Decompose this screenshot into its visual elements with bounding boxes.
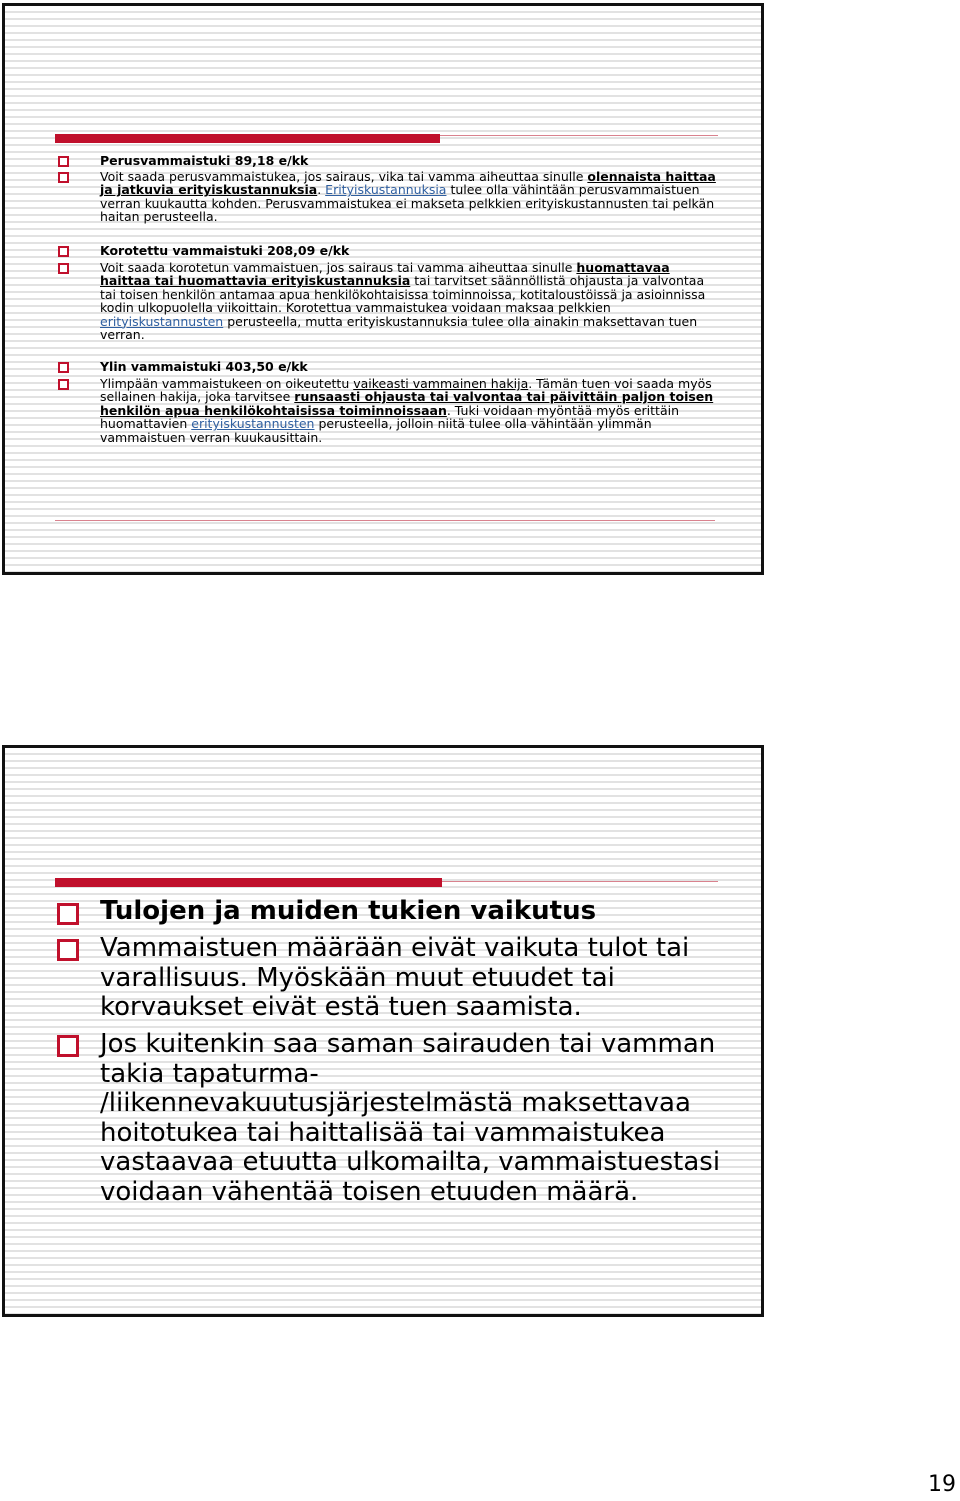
- paragraph-ylin-vammaistuki: Ylimpään vammaistukeen on oikeutettu vaikeasti vammainen hakija. Tämän tuen voi saada myös sellainen hakija, joka tarvitsee runsaasti ohjausta tai valvontaa tai päivittäin paljon toisen henkilön apua henkilökohtaisissa toiminnoissaan. Tuki voidaan myöntää myös erittäin huomattavien erityiskustannusten perusteella, jolloin niitä tulee olla vähintään ylimmän vammaistuen verran kuukausittain.: [100, 376, 714, 445]
- square-bullet-icon: [58, 263, 69, 274]
- heading-ylin-vammaistuki: Ylin vammaistuki 403,50 e/kk: [100, 359, 308, 374]
- square-bullet-icon: [58, 362, 69, 373]
- paragraph-vahentaminen: Jos kuitenkin saa saman sairauden tai vamman takia tapaturma- /liikennevakuutusjärjestelmästä maksettavaa hoitotukea tai haittalisää tai vammaistukea vastaavaa etuutta ulkomailta, vammaistuestasi voidaan vähentää toisen etuuden määrä.: [100, 1029, 721, 1207]
- link-erityiskustannusten[interactable]: erityiskustannusten: [100, 313, 224, 329]
- title-accent-line: [440, 135, 718, 136]
- title-accent-bar: [55, 878, 442, 887]
- heading-tulojen-vaikutus: Tulojen ja muiden tukien vaikutus: [100, 896, 597, 926]
- title-accent-line: [442, 881, 718, 882]
- link-erityiskustannuksia[interactable]: Erityiskustannuksia: [325, 182, 447, 198]
- square-bullet-icon: [58, 172, 69, 183]
- page-number: 19: [928, 1472, 956, 1497]
- square-bullet-icon: [57, 1035, 79, 1057]
- title-accent-bar: [55, 134, 440, 143]
- square-bullet-icon: [57, 903, 79, 925]
- paragraph-korotettu-vammaistuki: Voit saada korotetun vammaistuen, jos sairaus tai vamma aiheuttaa sinulle huomattavaa haittaa tai huomattavia erityiskustannuksia tai tarvitset säännöllistä ohjausta ja valvontaa tai toisen henkilön antamaa apua henkilökohtaisissa toiminnoissa, kotitaloustöissä ja asioinnissa kodin ulkopuolella viikoittain. Korotettua vammaistukea voidaan maksaa pelkkien erityiskustannusten perusteella, mutta erityiskustannuksia tulee olla ainakin maksettavan tuen verran.: [100, 260, 706, 343]
- paragraph-perusvammaistuki: Voit saada perusvammaistukea, jos sairaus, vika tai vamma aiheuttaa sinulle olennaista haittaa ja jatkuvia erityiskustannuksia. Erityiskustannuksia tulee olla vähintään perusvammaistuen verran kuukautta kohden. Perusvammaistukea ei makseta pelkkien erityiskustannusten tai pelkän haitan perusteella.: [100, 169, 716, 225]
- heading-perusvammaistuki: Perusvammaistuki 89,18 e/kk: [100, 153, 309, 168]
- footer-accent-line: [55, 520, 715, 521]
- link-erityiskustannusten[interactable]: erityiskustannusten: [191, 416, 315, 432]
- slide-2: [2, 745, 764, 1317]
- slide-1: [2, 3, 764, 575]
- square-bullet-icon: [58, 246, 69, 257]
- square-bullet-icon: [58, 156, 69, 167]
- square-bullet-icon: [57, 939, 79, 961]
- paragraph-tulot: Vammaistuen määrään eivät vaikuta tulot tai varallisuus. Myöskään muut etuudet tai korvaukset eivät estä tuen saamista.: [100, 933, 690, 1022]
- heading-korotettu-vammaistuki: Korotettu vammaistuki 208,09 e/kk: [100, 243, 350, 258]
- square-bullet-icon: [58, 379, 69, 390]
